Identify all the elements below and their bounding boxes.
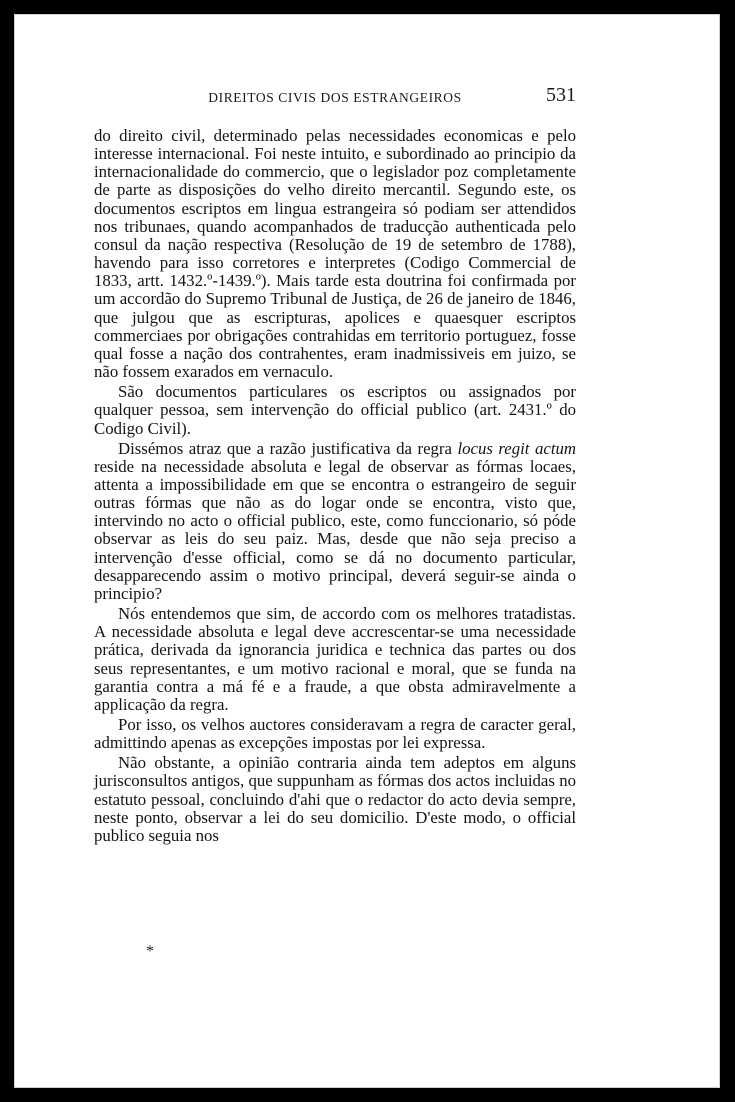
footer-mark: * [146,943,154,960]
paragraph: Não obstante, a opinião contraria ainda tem adeptos em alguns jurisconsultos antigos, que suppunham as fórmas dos actos incluidas no estatuto pessoal, concluindo d'ahi que o redactor do acto devia sempre, neste ponto, observar a lei do seu domicilio. D'este modo, o official publico seguia nos [94,753,576,845]
page-number: 531 [546,84,576,106]
running-title: DIREITOS CIVIS DOS ESTRANGEIROS [208,90,462,105]
paragraph-text: Dissémos atraz que a razão justificativa da regra [118,438,458,458]
paragraph-continuation: do direito civil, determinado pelas necessidades economicas e pelo interesse internacional. Foi neste intuito, e subordinado ao principio da internacionalidade do commercio, que o legislador poz completamente de parte as disposições do velho direito mercantil. Segundo este, os documentos escriptos em lingua estrangeira só podiam ser attendidos nos tribunaes, quando acompanhados de traducção authenticada pelo consul da nação respectiva (Resolução de 19 de setembro de 1788), havendo para isso corretores e interpretes (Codigo Commercial de 1833, artt. 1432.º-1439.º). Mais tarde esta doutrina foi confirmada por um accordão do Supremo Tribunal de Justiça, de 26 de janeiro de 1846, que julgou que as escripturas, apolices e quaesquer escriptos commerciaes por obrigações contrahidas em territorio portuguez, fosse qual fosse a nação dos contrahentes, eram inadmissiveis em juizo, se não fossem exarados em vernaculo. [94,126,576,382]
latin-phrase: locus regit actum [457,438,576,458]
paragraph: Por isso, os velhos auctores consideravam a regra de caracter geral, admittindo apenas as excepções impostas por lei expressa. [94,715,576,753]
body-text [94,127,576,845]
page-header [94,84,576,108]
paragraph: Nós entendemos que sim, de accordo com os melhores tratadistas. A necessidade absoluta e legal deve accrescentar-se uma necessidade prática, derivada da ignorancia juridica e technica das partes ou dos seus representantes, e um motivo racional e moral, que se funda na garantia contra a má fé e a fraude, a que obsta admiravelmente a applicação da regra. [94,604,576,714]
paragraph-text: reside na necessidade absoluta e legal de observar as fórmas locaes, attenta a impossibilidade em que se encontra o estrangeiro de seguir outras fórmas que não as do logar onde se encontra, visto que, intervindo no acto o official publico, este, como funccionario, só póde observar as leis do seu paiz. Mas, desde que não seja preciso a intervenção d'esse official, como se dá no documento particular, desapparecendo assim o motivo principal, deverá seguir-se ainda o principio? [94,456,576,603]
paragraph [94,440,576,603]
paragraph: São documentos particulares os escriptos ou assignados por qualquer pessoa, sem intervenção do official publico (art. 2431.º do Codigo Civil). [94,382,576,438]
